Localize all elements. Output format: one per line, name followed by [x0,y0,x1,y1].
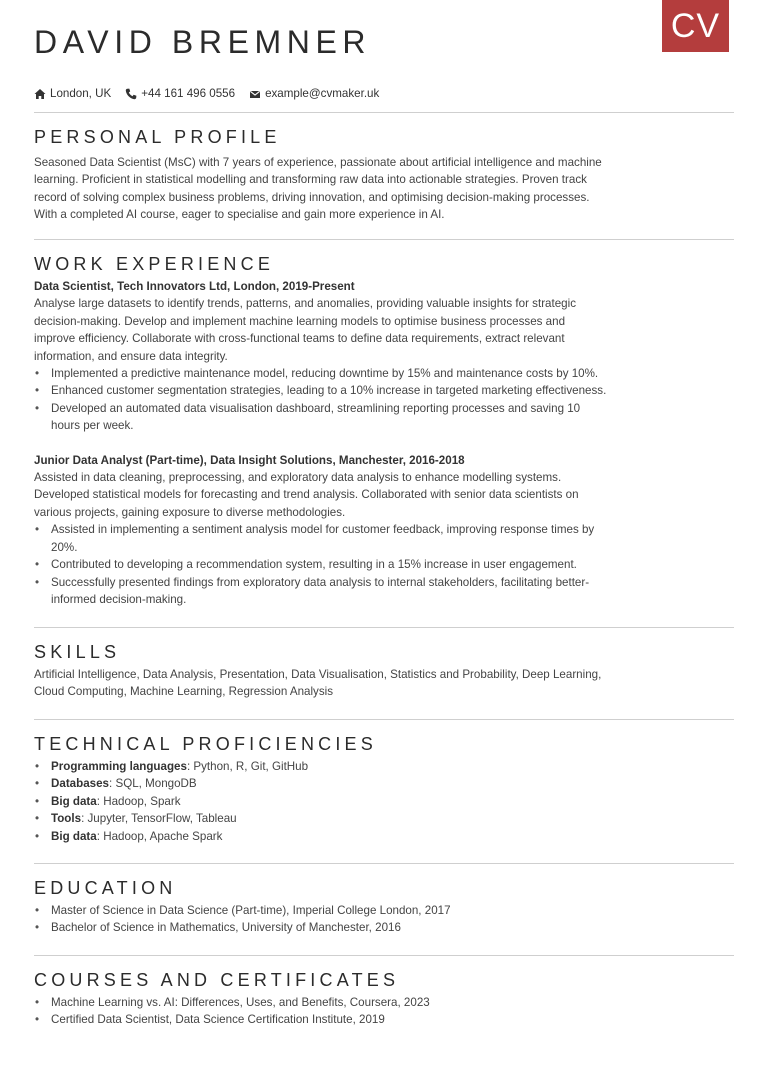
list-item [34,574,644,609]
item-value: : Python, R, Git, GitHub [186,760,309,773]
list-item-text: • Assisted in implementing a sentiment analysis model for customer feedback, improving response times by [51,523,595,537]
profile-line: learning. Proficient in statistical modelling and transforming raw data into actionable strategies. Proven track [34,173,587,187]
phone-text[interactable]: +44 161 496 0556 [141,87,236,100]
profile-line: Seasoned Data Scientist (MsC) with 7 years of experience, passionate about artificial intelligence and machine [34,156,602,169]
list-item-text: Master of Science in Data Science (Part-time), Imperial College London, 2017 [51,904,451,917]
list-item-text: Implemented a predictive maintenance model, reducing downtime by 15% and maintenance costs by 10%. [51,367,599,381]
contact-bar [34,86,393,102]
list-item [34,556,644,573]
job-entry [34,452,644,609]
technical-heading: TECHNICAL PROFICIENCIES [34,734,377,754]
list-item [34,758,634,775]
job-description-line: improve efficiency. Collaborate with cross-functional teams to define data requirements, extract relevant [34,332,565,346]
job-description-line: Assisted in data cleaning, preprocessing, and exploratory data analysis to enhance modelling systems. [34,471,562,485]
contact-location [34,86,111,102]
experience-heading: WORK EXPERIENCE [34,254,275,274]
list-item [34,919,634,936]
skills-heading: SKILLS [34,642,121,662]
job-description-line: information, and ensure data integrity. [34,349,228,363]
item-label: Programming languages [51,760,187,773]
skills-line: Artificial Intelligence, Data Analysis, Presentation, Data Visualisation, Statistics and Probability, Deep Learning, [34,668,602,681]
courses-section [34,969,634,1029]
list-item [34,382,644,399]
list-item [34,810,634,827]
item-label: Big data [51,794,97,808]
profile-line: record of solving complex business problems, driving innovation, and optimising decision-making processes. [34,190,590,204]
profile-line: With a completed AI course, eager to specialise and gain more experience in AI. [34,208,445,222]
courses-heading: COURSES AND CERTIFICATES [34,970,400,990]
item-value: : Hadoop, Apache Spark [96,829,223,843]
job-heading: Junior Data Analyst (Part-time), Data Insight Solutions, Manchester, 2016-2018 [34,453,465,467]
list-item-text: hours per week. [51,419,134,433]
achievement-list [34,521,644,608]
technical-section [34,733,634,845]
job-description-line: Developed statistical models for forecasting and trend analysis. Collaborated with senior data scientists on [34,488,579,502]
job-description-line: Analyse large datasets to identify trends, patterns, and anomalies, providing valuable insights for strategic [34,297,576,311]
list-item-text: Machine Learning vs. AI: Differences, Uses, and Benefits, Coursera, 2023 [51,996,430,1009]
email-text[interactable]: example@cvmaker.uk [265,87,380,100]
contact-phone [125,86,235,102]
education-section [34,877,634,937]
item-label: Tools [51,812,82,826]
courses-list [34,994,634,1029]
profile-heading: PERSONAL PROFILE [34,127,281,147]
divider [34,627,734,628]
list-item [34,793,634,810]
list-item [34,902,634,919]
job-entry [34,278,644,435]
job-heading: Data Scientist, Tech Innovators Ltd, London, 2019-Present [34,280,355,293]
candidate-name: DAVID BREMNER [34,24,372,60]
divider [34,719,734,720]
technical-list [34,758,634,845]
contact-email [249,86,379,102]
education-heading: EDUCATION [34,878,177,898]
achievement-list [34,365,644,435]
list-item-text: Certified Data Scientist, Data Science Certification Institute, 2019 [51,1013,385,1027]
item-value: : Hadoop, Spark [96,794,181,808]
job-description-line: various projects, gaining exposure to diverse methodologies. [34,505,346,519]
job-description-line: decision-making. Develop and implement machine learning models to optimise business processes and [34,314,566,328]
item-value: : SQL, MongoDB [109,777,197,791]
list-item-text: Enhanced customer segmentation strategies, leading to a 10% increase in targeted marketing effectiveness. [51,384,607,398]
list-item [34,1011,634,1028]
list-item [34,365,644,382]
divider [34,955,734,956]
item-label: Databases [51,777,110,791]
item-value: : Jupyter, TensorFlow, Tableau [81,812,237,826]
list-item [34,775,634,792]
list-item-text: 20%. [51,540,78,554]
skills-section [34,641,634,701]
list-item [34,994,634,1011]
list-item-text: Contributed to developing a recommendation system, resulting in a 15% increase in user engagement. [51,558,577,572]
divider [34,112,734,113]
list-item-text: • Developed an automated data visualisation dashboard, streamlining reporting processes and saving 10 [51,401,581,415]
cv-badge: CV [662,0,729,52]
profile-section [34,126,634,224]
list-item [34,521,644,556]
divider [34,863,734,864]
education-list [34,902,634,937]
experience-section [34,253,644,608]
phone-icon [125,88,138,101]
envelope-icon [249,88,262,101]
skills-line: Cloud Computing, Machine Learning, Regression Analysis [34,685,334,699]
item-label: Big data [51,829,97,843]
location-text: London, UK [50,87,112,100]
divider [34,239,734,240]
home-icon [34,88,47,101]
profile-text [34,154,634,224]
list-item-text: • Successfully presented findings from exploratory data analysis to internal stakeholders, facilitating better- [51,575,590,589]
list-item [34,400,644,435]
skills-text [34,666,634,701]
list-item-text: informed decision-making. [51,592,187,606]
list-item-text: Bachelor of Science in Mathematics, University of Manchester, 2016 [51,921,401,935]
list-item [34,828,634,845]
